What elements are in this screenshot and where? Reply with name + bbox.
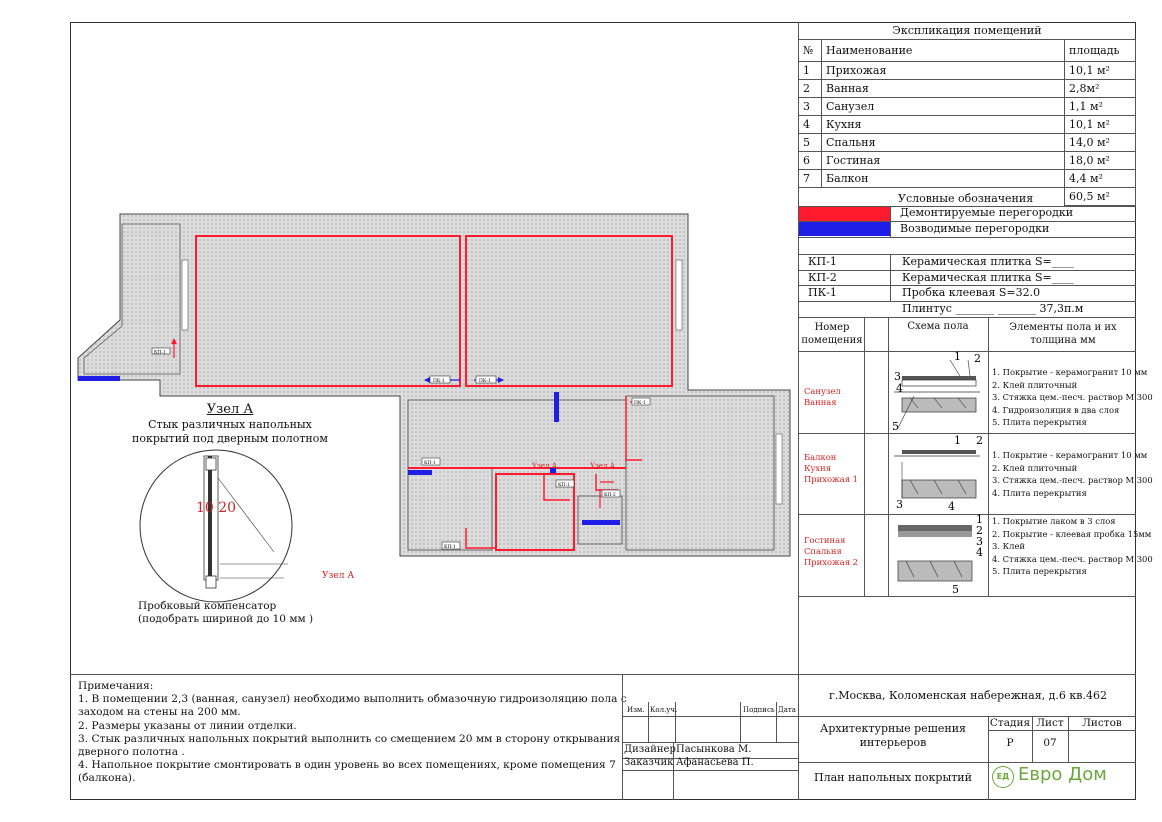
hallway-tile [408,468,492,550]
row-name: Прихожая [822,62,1065,80]
schema-layers: 1. Покрытие лаком в 3 слоя 2. Покрытие - клеевая пробка 15мм 3. Клей 4. Стяжка цем.-песч. раствор М 300 5. Плита перекрытия [992,516,1153,577]
explication-title: Экспликация помещений [892,24,1042,37]
schema-col-layers: Элементы пола и их толщина мм [1009,322,1117,346]
floor-section-cork [890,513,988,596]
section-screed [902,380,976,386]
mark: 3 [976,535,983,548]
material-code: КП-1 [808,255,837,268]
row-area: 1,1 м² [1065,98,1136,116]
material-label: Плинтус _______ _______ 37,3п.м [902,302,1084,315]
sheet-label: Лист [1036,717,1064,729]
stamp-col-sign: Подпись [743,706,775,714]
designer-label: Дизайнер [624,744,676,755]
node-dimension: 10 20 [196,500,237,516]
stage-value: Р [1006,737,1014,749]
mark: 4 [948,500,955,513]
tag-kp: КП-1 [558,483,570,488]
mark: 5 [892,420,899,433]
explication-table [798,39,1136,206]
mark: 2 [976,434,983,447]
node-plan-ref: Узел А [322,571,355,581]
row-num: 2 [799,80,822,98]
node-caption-1: Пробковый компенсатор [138,600,277,612]
node-detail [138,448,294,604]
row-area: 10,1 м² [1065,116,1136,134]
section-tile [902,376,976,380]
material-label: Керамическая плитка S=____ [902,271,1074,284]
mark: 5 [952,583,959,596]
legend-item-demolish: Демонтируемые перегородки [900,206,1074,219]
stage-label: Стадия [989,717,1031,729]
tag-kp: КП-1 [424,461,436,466]
row-num: 4 [799,116,822,134]
mark: 4 [976,546,983,559]
row-area: 4,4 м² [1065,170,1136,188]
plan-node-ref: Узел А [590,462,615,470]
schema-room: Гостиная Спальня Прихожая 2 [804,535,858,567]
stamp-col-izm: Изм. [627,706,645,714]
address: г.Москва, Коломенская набережная, д.6 кв.462 [829,689,1107,702]
row-area: 14,0 м² [1065,134,1136,152]
room-kitchen [626,396,774,550]
notes-title: Примечания: [78,680,154,692]
mark: 3 [894,370,901,383]
row-name: Балкон [822,170,1065,188]
client-label: Заказчик [624,757,674,768]
row-num: 1 [799,62,822,80]
schema-col-room: Номер помещения [801,322,863,346]
schema-layers: 1. Покрытие - керамогранит 10 мм 2. Клей плиточный 3. Стяжка цем.-песч. раствор М 300 4. Плита перекрытия [992,450,1153,498]
col-num: № [799,40,822,62]
row-area: 18,0 м² [1065,152,1136,170]
room-left [196,236,460,386]
col-name: Наименование [822,40,1065,62]
material-label: Пробка клеевая S=32.0 [902,286,1041,299]
row-area: 10,1 м² [1065,62,1136,80]
material-code: КП-2 [808,271,837,284]
row-area: 2,8м² [1065,80,1136,98]
col-area: площадь [1065,40,1136,62]
schema-room: Балкон Кухня Прихожая 1 [804,452,858,484]
stamp-col-kol: Кол.уч. [650,706,678,714]
row-num: 7 [799,170,822,188]
tag-pk: ПК-1 [433,379,445,384]
mark: 4 [896,382,903,395]
floor-section-tile [890,432,988,514]
tag-kp: КП-1 [154,350,166,356]
tag-pk: ПК-1 [634,401,646,406]
row-name: Ванная [822,80,1065,98]
mark: 3 [896,498,903,511]
node-subtitle-2: покрытий под дверным полотном [132,432,328,445]
tag-pk: ПК-1 [479,379,491,384]
room-right [466,236,672,386]
plan-node-ref: Узел А [532,462,557,470]
row-name: Гостиная [822,152,1065,170]
mark: 1 [954,434,961,447]
mark: 2 [976,524,983,537]
schema-layers: 1. Покрытие - керамогранит 10 мм 2. Клей плиточный 3. Стяжка цем.-песч. раствор М 300 4. Гидроизоляция в два слоя 5. Плита перекрытия [992,367,1153,428]
legend-red-swatch [798,206,890,221]
logo-text: Евро Дом [1018,764,1107,785]
total-area: 60,5 м² [1065,188,1136,206]
legend-title: Условные обозначения [898,192,1034,205]
project-title: Архитектурные решения интерьеров [820,722,966,749]
schema-col-scheme: Схема пола [907,321,969,332]
hallway-wood [408,400,626,468]
designer-name: Пасынкова М. [676,744,752,755]
material-label: Керамическая плитка S=____ [902,255,1074,268]
node-caption-2: (подобрать шириной до 10 мм ) [138,613,314,625]
client-name: Афанасьева П. [676,757,754,768]
tag-kp2: КП-2 [604,493,616,498]
tag-kp: КП-1 [444,545,456,550]
row-num: 5 [799,134,822,152]
mark: 2 [974,352,981,365]
row-name: Спальня [822,134,1065,152]
legend-blue-swatch [798,221,890,236]
section-slab [902,398,976,412]
mark: 1 [954,350,961,363]
mark: 1 [976,513,983,526]
sheet-value: 07 [1043,737,1057,749]
sheets-label: Листов [1082,717,1122,729]
floor-section-wet [890,350,988,433]
row-num: 6 [799,152,822,170]
node-subtitle-1: Стык различных напольных [148,418,312,431]
row-num: 3 [799,98,822,116]
logo-icon: ЕД [992,766,1014,788]
material-code: ПК-1 [808,286,837,299]
notes: Примечания: 1. В помещении 2,3 (ванная, санузел) необходимо выполнить обмазочную гидроизоляцию пола с заходом на стены на 200 мм. 2. Размеры указаны от линии отделки. 3. Стык различных напольных покрытий выполнить со смещением 20 мм в сторону открывания дверного полотна . 4. Напольное покрытие смонтировать в один уровень во всех помещениях, кроме помещения 7 (балкона). [78,680,627,785]
row-name: Кухня [822,116,1065,134]
legend-item-build: Возводимые перегородки [900,222,1050,235]
row-name: Санузел [822,98,1065,116]
stamp-col-date: Дата [778,706,796,714]
schema-room: Санузел Ванная [804,386,841,407]
node-title: Узел А [206,402,254,417]
sheet-title: План напольных покрытий [814,771,972,784]
